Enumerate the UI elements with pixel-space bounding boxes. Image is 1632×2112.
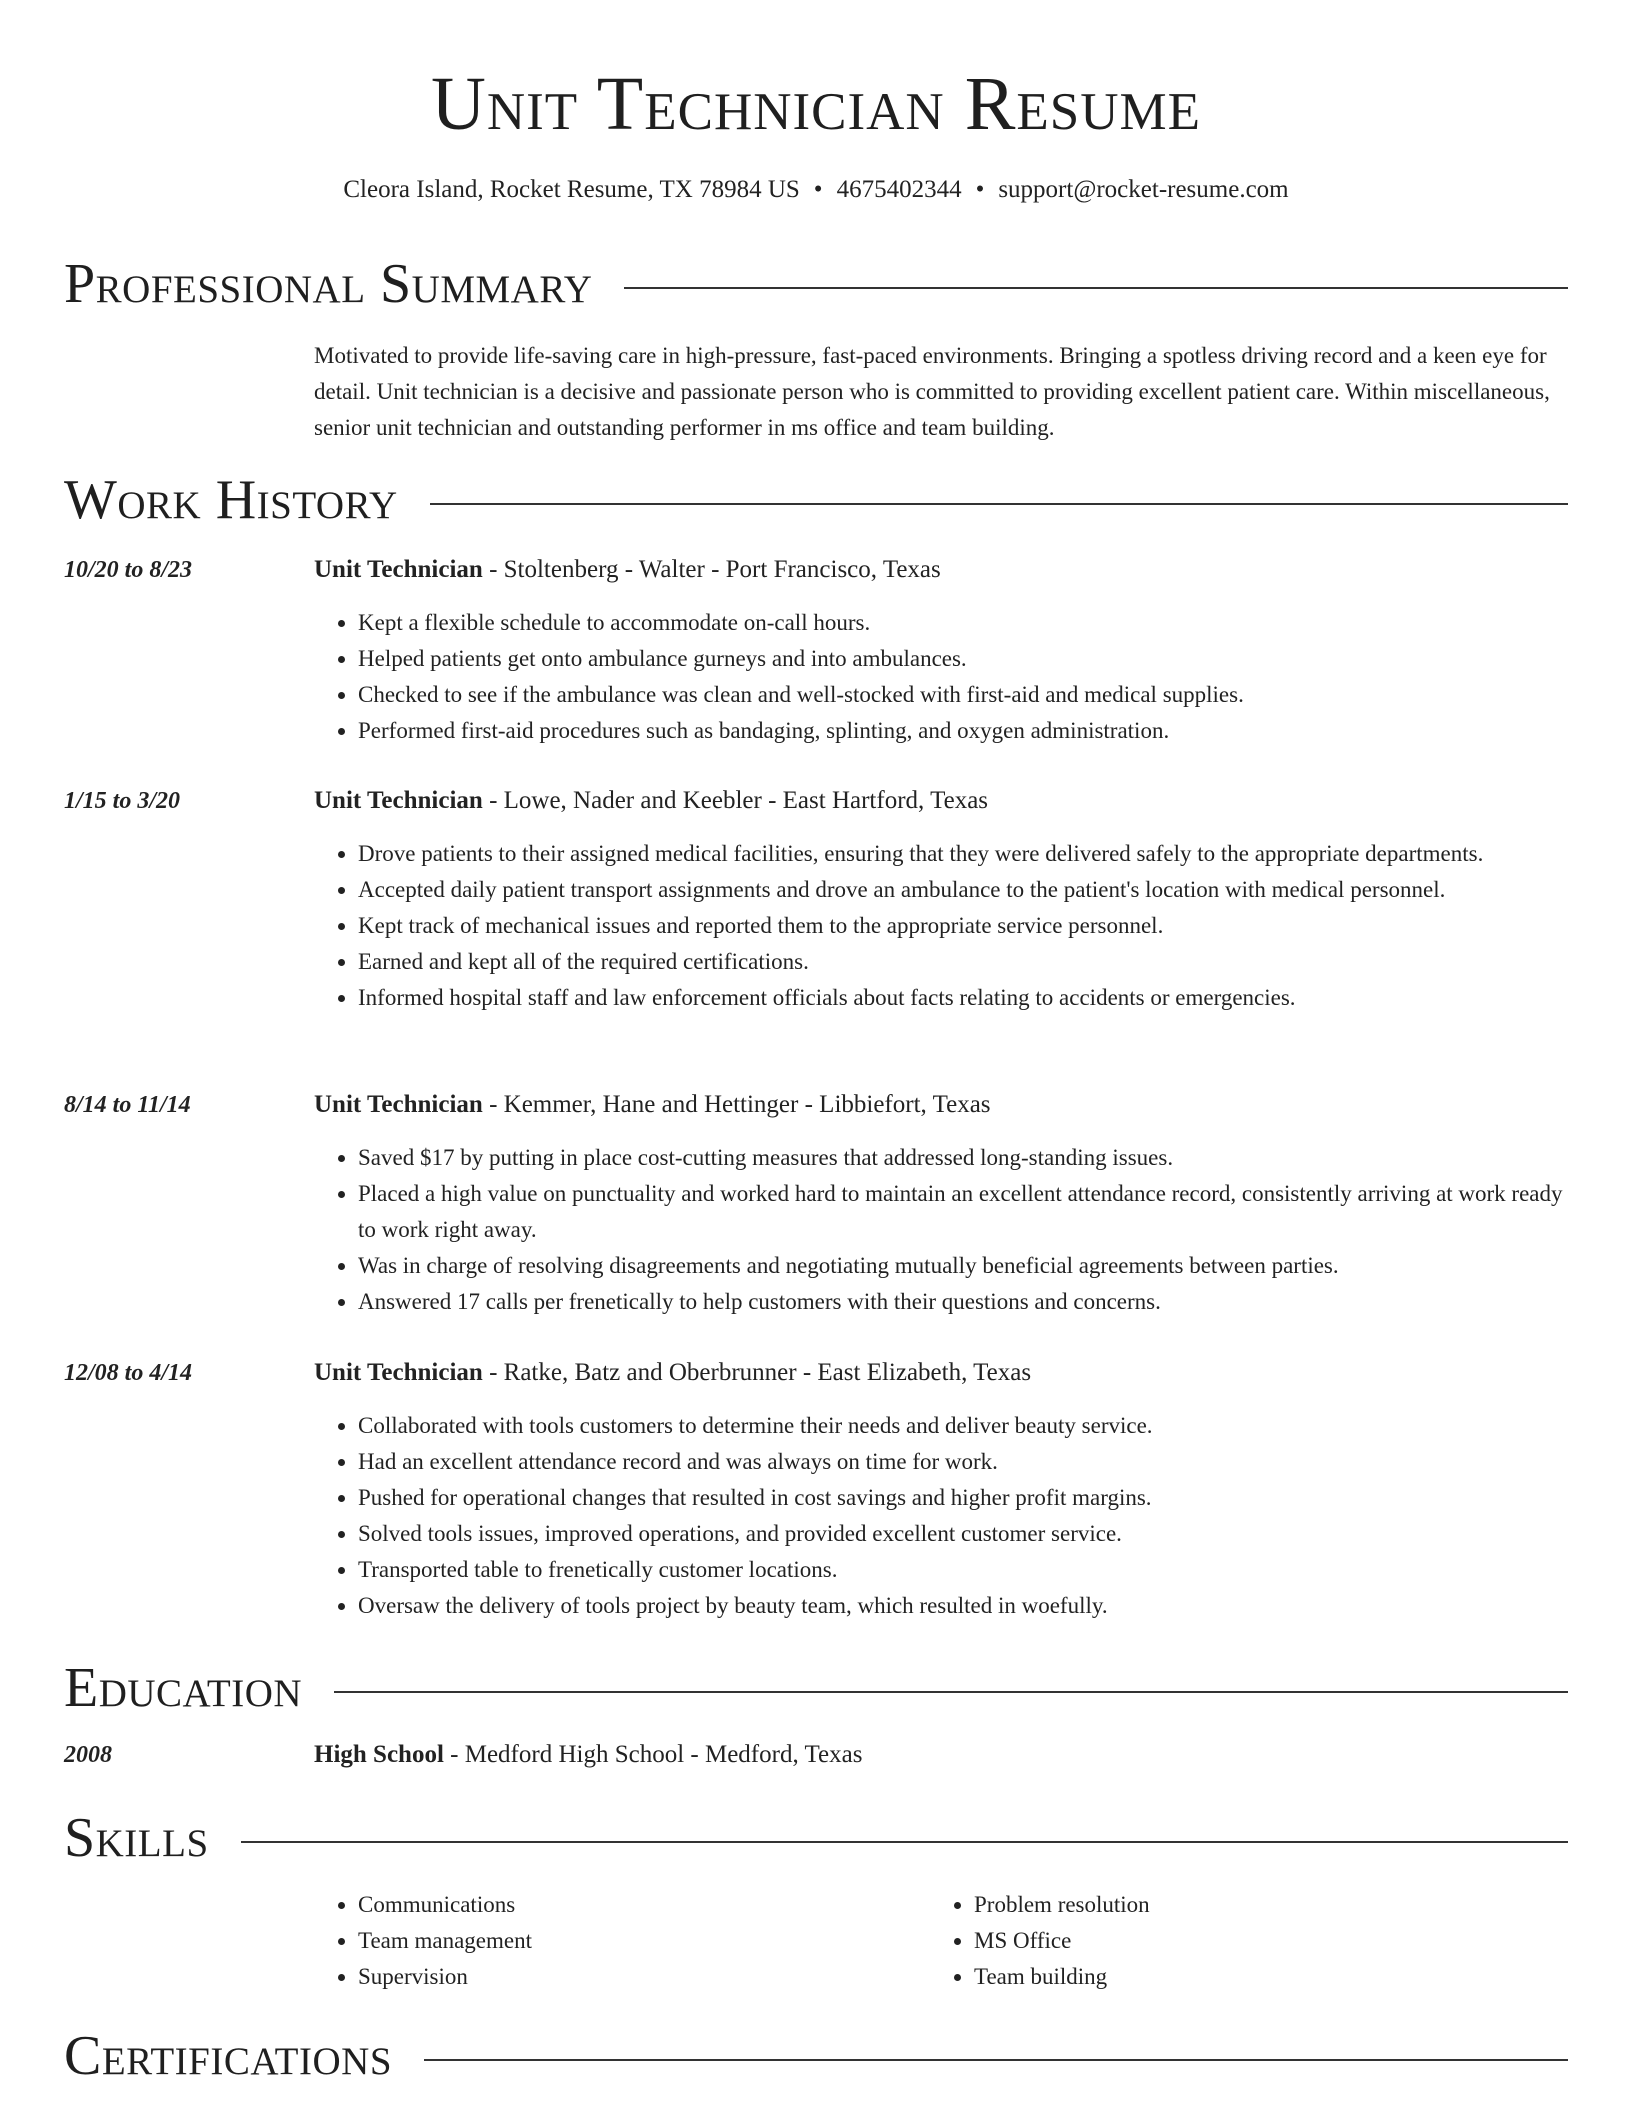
- work-bullets: [314, 836, 1568, 1016]
- skill-item: • Supervision: [358, 1959, 930, 1995]
- section-header-education: [64, 1656, 1568, 1720]
- resume-title: Unit Technician Resume: [430, 62, 1202, 146]
- work-dates: 10/20 to 8/23: [64, 557, 193, 583]
- list-item: • Performed first-aid procedures such as bandaging, splinting, and oxygen administration.: [358, 713, 1568, 749]
- education-dates: 2008: [64, 1742, 112, 1768]
- list-item: • Kept a flexible schedule to accommodate on-call hours.: [358, 605, 1568, 641]
- contact-line: [0, 174, 1632, 206]
- job-title: Unit Technician: [314, 1359, 483, 1386]
- skill-item: • Team building: [974, 1959, 1546, 1995]
- job-employer: - Stoltenberg - Walter - Port Francisco, Texas: [482, 556, 941, 583]
- job-title: Unit Technician: [314, 787, 483, 814]
- list-item: • Had an excellent attendance record and was always on time for work.: [358, 1444, 1568, 1480]
- list-item: • Was in charge of resolving disagreements and negotiating mutually beneficial agreements between parties.: [358, 1248, 1568, 1284]
- work-title-line: [314, 1356, 1568, 1390]
- contact-separator: •: [813, 176, 823, 203]
- skills-list: [314, 1887, 1568, 1995]
- list-item: • Kept track of mechanical issues and reported them to the appropriate service personnel.: [358, 908, 1568, 944]
- section-title-summary: Professional Summary: [64, 253, 593, 315]
- work-title-line: [314, 553, 1568, 587]
- section-title-education: Education: [64, 1657, 303, 1719]
- job-employer: - Lowe, Nader and Keebler - East Hartford, Texas: [482, 787, 989, 814]
- work-dates: 12/08 to 4/14: [64, 1360, 193, 1386]
- list-item: • Helped patients get onto ambulance gurneys and into ambulances.: [358, 641, 1568, 677]
- skill-item: • Communications: [358, 1887, 930, 1923]
- list-item: • Informed hospital staff and law enforcement officials about facts relating to accidents or emergencies.: [358, 980, 1568, 1016]
- education-title-line: [314, 1738, 1568, 1772]
- list-item: • Saved $17 by putting in place cost-cutting measures that addressed long-standing issues.: [358, 1140, 1568, 1176]
- work-bullets: [314, 605, 1568, 749]
- job-employer: - Ratke, Batz and Oberbrunner - East Elizabeth, Texas: [482, 1359, 1032, 1386]
- contact-separator: •: [975, 176, 985, 203]
- list-item: • Earned and kept all of the required certifications.: [358, 944, 1568, 980]
- list-item: • Placed a high value on punctuality and worked hard to maintain an excellent attendance record, consistently arriving at work ready to work right away.: [358, 1176, 1568, 1248]
- list-item: • Solved tools issues, improved operations, and provided excellent customer service.: [358, 1516, 1568, 1552]
- section-title-work-history: Work History: [64, 469, 398, 531]
- job-title: Unit Technician: [314, 556, 483, 583]
- work-bullets: [314, 1140, 1568, 1320]
- skills-column-right: [930, 1887, 1546, 1995]
- section-divider: [624, 287, 1568, 289]
- list-item: • Accepted daily patient transport assignments and drove an ambulance to the patient's location with medical personnel.: [358, 872, 1568, 908]
- list-item: • Collaborated with tools customers to determine their needs and deliver beauty service.: [358, 1408, 1568, 1444]
- section-divider: [424, 2059, 1568, 2061]
- list-item: • Transported table to frenetically customer locations.: [358, 1552, 1568, 1588]
- section-divider: [430, 503, 1568, 505]
- work-title-line: [314, 1088, 1568, 1122]
- section-header-summary: [64, 252, 1568, 316]
- section-title-certifications: Certifications: [64, 2025, 393, 2087]
- degree-title: High School: [314, 1741, 444, 1768]
- section-divider: [241, 1841, 1568, 1843]
- list-item: • Oversaw the delivery of tools project by beauty team, which resulted in woefully.: [358, 1588, 1568, 1624]
- job-title: Unit Technician: [314, 1091, 483, 1118]
- list-item: • Drove patients to their assigned medical facilities, ensuring that they were delivered safely to the appropriate departments.: [358, 836, 1568, 872]
- list-item: • Pushed for operational changes that resulted in cost savings and higher profit margins.: [358, 1480, 1568, 1516]
- job-employer: - Kemmer, Hane and Hettinger - Libbiefort, Texas: [482, 1091, 991, 1118]
- contact-email: support@rocket-resume.com: [998, 176, 1289, 203]
- work-dates: 8/14 to 11/14: [64, 1092, 191, 1118]
- section-divider: [334, 1691, 1568, 1693]
- work-dates: 1/15 to 3/20: [64, 788, 181, 814]
- contact-phone: 4675402344: [836, 176, 962, 203]
- section-header-work-history: [64, 468, 1568, 532]
- list-item: • Checked to see if the ambulance was clean and well-stocked with first-aid and medical supplies.: [358, 677, 1568, 713]
- section-header-certifications: [64, 2024, 1568, 2088]
- skill-item: • MS Office: [974, 1923, 1546, 1959]
- skills-column-left: [314, 1887, 930, 1995]
- skill-item: • Team management: [358, 1923, 930, 1959]
- section-title-skills: Skills: [64, 1807, 209, 1869]
- work-title-line: [314, 784, 1568, 818]
- summary-text: Motivated to provide life-saving care in high-pressure, fast-paced environments. Bringing a spotless driving record and a keen eye for detail. Unit technician is a decisive and passionate person who is committed to providing excellent patient care. Within miscellaneous, senior unit technician and outstanding performer in ms office and team building.: [314, 343, 1550, 440]
- section-header-skills: [64, 1806, 1568, 1870]
- school-details: - Medford High School - Medford, Texas: [443, 1741, 863, 1768]
- contact-address: Cleora Island, Rocket Resume, TX 78984 US: [343, 176, 800, 203]
- skill-item: • Problem resolution: [974, 1887, 1546, 1923]
- list-item: • Answered 17 calls per frenetically to help customers with their questions and concerns.: [358, 1284, 1568, 1320]
- work-bullets: [314, 1408, 1568, 1624]
